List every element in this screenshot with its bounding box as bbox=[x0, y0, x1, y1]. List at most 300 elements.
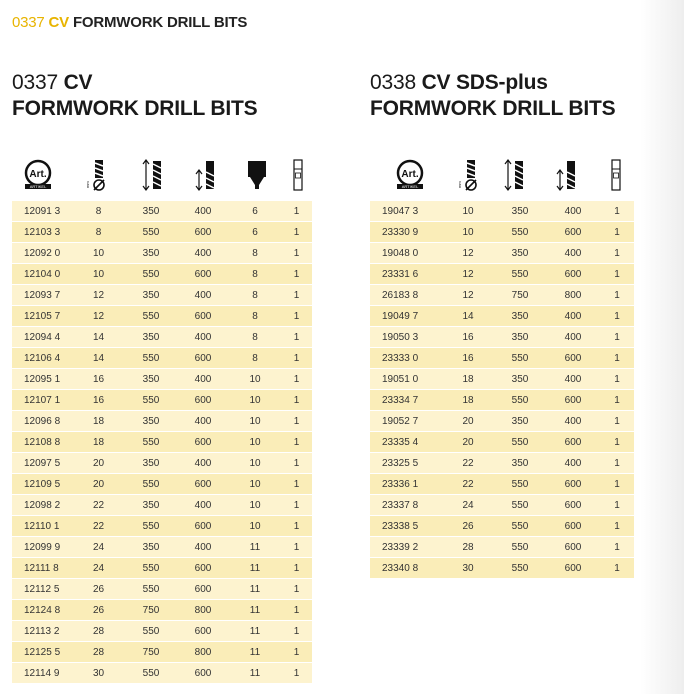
table-cell: 350 bbox=[125, 411, 177, 432]
table-row bbox=[370, 453, 634, 474]
table-cell: 8 bbox=[72, 201, 125, 222]
working-length-icon bbox=[548, 157, 588, 193]
article-number-cell: 12105 7 bbox=[12, 306, 72, 327]
article-number-cell: 12109 5 bbox=[12, 474, 72, 495]
table-row bbox=[12, 453, 312, 474]
article-number-cell: 12095 1 bbox=[12, 369, 72, 390]
article-number-cell: 23338 5 bbox=[370, 516, 442, 537]
table-cell: 1 bbox=[281, 327, 312, 348]
table-cell: 18 bbox=[72, 432, 125, 453]
table-cell: 750 bbox=[125, 600, 177, 621]
table-cell: 600 bbox=[546, 348, 600, 369]
table-row bbox=[370, 516, 634, 537]
article-number-cell: 26183 8 bbox=[370, 285, 442, 306]
table-cell: 600 bbox=[546, 495, 600, 516]
table-cell: 1 bbox=[600, 222, 634, 243]
article-number-cell: 19050 3 bbox=[370, 327, 442, 348]
table-cell: 1 bbox=[600, 453, 634, 474]
header-cv: CV bbox=[48, 14, 69, 31]
table-cell: 1 bbox=[600, 264, 634, 285]
table-row bbox=[370, 327, 634, 348]
table-cell: 1 bbox=[281, 390, 312, 411]
table-row bbox=[12, 516, 312, 537]
section-cv: CV SDS-plus bbox=[421, 71, 548, 94]
table-row bbox=[12, 663, 312, 684]
table-cell: 400 bbox=[177, 537, 229, 558]
table-cell: 10 bbox=[229, 453, 281, 474]
icon-row-left bbox=[12, 157, 312, 193]
table-cell: 1 bbox=[600, 411, 634, 432]
table-cell: 22 bbox=[442, 474, 494, 495]
table-cell: 10 bbox=[229, 432, 281, 453]
article-number-cell: 19047 3 bbox=[370, 201, 442, 222]
table-cell: 600 bbox=[546, 537, 600, 558]
table-cell: 400 bbox=[546, 411, 600, 432]
table-cell: 600 bbox=[177, 222, 229, 243]
table-cell: 11 bbox=[229, 642, 281, 663]
article-number-icon bbox=[18, 157, 58, 193]
table-cell: 400 bbox=[177, 201, 229, 222]
table-row bbox=[370, 495, 634, 516]
table-cell: 1 bbox=[600, 369, 634, 390]
product-table-0337 bbox=[12, 201, 312, 684]
table-cell: 350 bbox=[125, 201, 177, 222]
table-cell: 26 bbox=[442, 516, 494, 537]
table-row bbox=[12, 621, 312, 642]
table-cell: 550 bbox=[125, 579, 177, 600]
table-row bbox=[12, 285, 312, 306]
table-cell: 11 bbox=[229, 600, 281, 621]
article-number-cell: 19048 0 bbox=[370, 243, 442, 264]
table-cell: 550 bbox=[494, 558, 546, 579]
table-cell: 12 bbox=[442, 264, 494, 285]
article-number-cell: 23336 1 bbox=[370, 474, 442, 495]
table-cell: 400 bbox=[177, 327, 229, 348]
table-cell: 1 bbox=[600, 516, 634, 537]
table-cell: 1 bbox=[281, 474, 312, 495]
article-number-cell: 23334 7 bbox=[370, 390, 442, 411]
table-row bbox=[370, 285, 634, 306]
table-row bbox=[12, 558, 312, 579]
article-number-cell: 23337 8 bbox=[370, 495, 442, 516]
product-table-0338 bbox=[370, 201, 634, 579]
table-cell: 1 bbox=[281, 201, 312, 222]
table-cell: 8 bbox=[229, 306, 281, 327]
table-row bbox=[12, 411, 312, 432]
table-cell: 750 bbox=[494, 285, 546, 306]
table-cell: 550 bbox=[494, 390, 546, 411]
table-row bbox=[12, 537, 312, 558]
article-number-cell: 23330 9 bbox=[370, 222, 442, 243]
table-cell: 550 bbox=[125, 663, 177, 684]
table-cell: 1 bbox=[281, 663, 312, 684]
table-row bbox=[370, 411, 634, 432]
table-row bbox=[12, 348, 312, 369]
table-cell: 28 bbox=[72, 642, 125, 663]
table-cell: 26 bbox=[72, 600, 125, 621]
header-text: FORMWORK DRILL BITS bbox=[72, 14, 248, 31]
table-row bbox=[12, 600, 312, 621]
table-cell: 12 bbox=[72, 285, 125, 306]
total-length-icon bbox=[134, 157, 174, 193]
table-cell: 11 bbox=[229, 558, 281, 579]
table-cell: 400 bbox=[546, 369, 600, 390]
article-number-cell: 23335 4 bbox=[370, 432, 442, 453]
table-cell: 600 bbox=[177, 390, 229, 411]
table-cell: 1 bbox=[600, 558, 634, 579]
table-cell: 550 bbox=[494, 222, 546, 243]
table-cell: 16 bbox=[72, 390, 125, 411]
svg-text:ARTIKEL: ARTIKEL bbox=[29, 184, 47, 189]
table-cell: 600 bbox=[177, 432, 229, 453]
table-row bbox=[12, 243, 312, 264]
table-cell: 800 bbox=[177, 600, 229, 621]
drill-diameter-icon bbox=[78, 157, 118, 193]
table-cell: 550 bbox=[125, 474, 177, 495]
table-cell: 1 bbox=[600, 348, 634, 369]
table-cell: 350 bbox=[494, 411, 546, 432]
table-cell: 10 bbox=[442, 201, 494, 222]
table-cell: 400 bbox=[177, 243, 229, 264]
pack-quantity-icon bbox=[278, 157, 318, 193]
table-cell: 350 bbox=[494, 453, 546, 474]
table-cell: 12 bbox=[442, 285, 494, 306]
table-cell: 28 bbox=[442, 537, 494, 558]
svg-text:ARTIKEL: ARTIKEL bbox=[401, 184, 419, 189]
table-cell: 1 bbox=[600, 432, 634, 453]
table-cell: 1 bbox=[281, 621, 312, 642]
table-cell: 10 bbox=[229, 516, 281, 537]
pack-quantity-icon bbox=[596, 157, 636, 193]
table-cell: 350 bbox=[494, 306, 546, 327]
table-cell: 350 bbox=[125, 243, 177, 264]
article-number-cell: 12113 2 bbox=[12, 621, 72, 642]
table-cell: 400 bbox=[177, 369, 229, 390]
table-cell: 18 bbox=[442, 369, 494, 390]
table-cell: 750 bbox=[125, 642, 177, 663]
table-cell: 350 bbox=[125, 453, 177, 474]
table-cell: 600 bbox=[177, 348, 229, 369]
table-cell: 11 bbox=[229, 621, 281, 642]
article-number-cell: 12091 3 bbox=[12, 201, 72, 222]
article-number-cell: 23340 8 bbox=[370, 558, 442, 579]
table-cell: 12 bbox=[442, 243, 494, 264]
table-row bbox=[12, 579, 312, 600]
shank-size-icon bbox=[237, 157, 277, 193]
table-cell: 1 bbox=[600, 243, 634, 264]
table-row bbox=[370, 474, 634, 495]
table-cell: 1 bbox=[281, 264, 312, 285]
table-cell: 8 bbox=[229, 327, 281, 348]
table-cell: 600 bbox=[546, 390, 600, 411]
table-cell: 1 bbox=[281, 453, 312, 474]
table-cell: 400 bbox=[177, 411, 229, 432]
table-cell: 20 bbox=[72, 474, 125, 495]
table-row bbox=[370, 369, 634, 390]
table-cell: 400 bbox=[177, 453, 229, 474]
table-row bbox=[370, 264, 634, 285]
table-cell: 350 bbox=[125, 327, 177, 348]
article-number-cell: 12099 9 bbox=[12, 537, 72, 558]
article-number-cell: 12111 8 bbox=[12, 558, 72, 579]
table-cell: 1 bbox=[281, 642, 312, 663]
table-cell: 550 bbox=[125, 621, 177, 642]
article-number-cell: 23325 5 bbox=[370, 453, 442, 474]
table-cell: 24 bbox=[72, 537, 125, 558]
table-cell: 30 bbox=[72, 663, 125, 684]
table-cell: 10 bbox=[442, 222, 494, 243]
header-number: 0337 bbox=[12, 14, 45, 31]
article-number-cell: 12107 1 bbox=[12, 390, 72, 411]
table-cell: 1 bbox=[600, 285, 634, 306]
table-cell: 600 bbox=[546, 474, 600, 495]
article-number-cell: 12106 4 bbox=[12, 348, 72, 369]
table-cell: 350 bbox=[125, 495, 177, 516]
table-cell: 350 bbox=[494, 369, 546, 390]
article-number-cell: 12097 5 bbox=[12, 453, 72, 474]
svg-text:Art.: Art. bbox=[29, 169, 47, 180]
table-cell: 28 bbox=[72, 621, 125, 642]
table-cell: 14 bbox=[442, 306, 494, 327]
article-number-cell: 23333 0 bbox=[370, 348, 442, 369]
table-cell: 1 bbox=[281, 369, 312, 390]
table-cell: 8 bbox=[72, 222, 125, 243]
table-cell: 550 bbox=[125, 222, 177, 243]
table-cell: 800 bbox=[177, 642, 229, 663]
table-cell: 1 bbox=[600, 327, 634, 348]
table-cell: 550 bbox=[494, 516, 546, 537]
table-cell: 1 bbox=[600, 474, 634, 495]
article-number-cell: 12094 4 bbox=[12, 327, 72, 348]
table-row bbox=[12, 474, 312, 495]
table-cell: 8 bbox=[229, 264, 281, 285]
drill-diameter-icon bbox=[450, 157, 490, 193]
table-cell: 14 bbox=[72, 348, 125, 369]
article-number-cell: 12110 1 bbox=[12, 516, 72, 537]
table-cell: 550 bbox=[125, 390, 177, 411]
article-number-cell: 12124 8 bbox=[12, 600, 72, 621]
article-number-cell: 12093 7 bbox=[12, 285, 72, 306]
table-cell: 550 bbox=[494, 348, 546, 369]
table-cell: 400 bbox=[177, 285, 229, 306]
table-cell: 22 bbox=[72, 516, 125, 537]
table-cell: 8 bbox=[229, 348, 281, 369]
article-number-icon bbox=[390, 157, 430, 193]
table-row bbox=[370, 348, 634, 369]
table-cell: 350 bbox=[125, 285, 177, 306]
table-cell: 1 bbox=[600, 390, 634, 411]
table-cell: 11 bbox=[229, 663, 281, 684]
table-cell: 14 bbox=[72, 327, 125, 348]
table-cell: 350 bbox=[494, 327, 546, 348]
table-cell: 22 bbox=[72, 495, 125, 516]
table-cell: 550 bbox=[494, 495, 546, 516]
table-row bbox=[12, 327, 312, 348]
table-row bbox=[370, 537, 634, 558]
table-cell: 550 bbox=[494, 264, 546, 285]
table-cell: 550 bbox=[125, 348, 177, 369]
table-cell: 10 bbox=[229, 474, 281, 495]
table-cell: 6 bbox=[229, 222, 281, 243]
table-cell: 600 bbox=[546, 432, 600, 453]
table-cell: 11 bbox=[229, 537, 281, 558]
table-cell: 1 bbox=[281, 495, 312, 516]
table-cell: 1 bbox=[600, 201, 634, 222]
table-cell: 600 bbox=[177, 663, 229, 684]
table-cell: 10 bbox=[229, 390, 281, 411]
table-cell: 550 bbox=[125, 432, 177, 453]
article-number-cell: 19052 7 bbox=[370, 411, 442, 432]
table-cell: 1 bbox=[281, 558, 312, 579]
table-cell: 10 bbox=[229, 495, 281, 516]
table-cell: 1 bbox=[281, 432, 312, 453]
table-cell: 550 bbox=[125, 516, 177, 537]
table-cell: 1 bbox=[281, 348, 312, 369]
table-row bbox=[12, 264, 312, 285]
article-number-cell: 23339 2 bbox=[370, 537, 442, 558]
table-row bbox=[12, 432, 312, 453]
table-cell: 10 bbox=[229, 369, 281, 390]
table-row bbox=[12, 369, 312, 390]
article-number-cell: 12104 0 bbox=[12, 264, 72, 285]
table-cell: 1 bbox=[281, 516, 312, 537]
table-cell: 550 bbox=[125, 558, 177, 579]
svg-text:mm: mm bbox=[85, 181, 90, 188]
table-row bbox=[370, 222, 634, 243]
table-cell: 8 bbox=[229, 285, 281, 306]
table-cell: 400 bbox=[177, 495, 229, 516]
icon-row-right bbox=[370, 157, 634, 193]
section-code: 0338 bbox=[370, 71, 416, 94]
table-cell: 1 bbox=[281, 222, 312, 243]
table-cell: 1 bbox=[281, 306, 312, 327]
table-cell: 20 bbox=[72, 453, 125, 474]
table-cell: 1 bbox=[600, 537, 634, 558]
table-row bbox=[370, 432, 634, 453]
table-cell: 600 bbox=[177, 264, 229, 285]
table-cell: 24 bbox=[72, 558, 125, 579]
table-cell: 16 bbox=[442, 327, 494, 348]
table-cell: 400 bbox=[546, 327, 600, 348]
section-name: FORMWORK DRILL BITS bbox=[370, 97, 616, 120]
table-cell: 800 bbox=[546, 285, 600, 306]
table-cell: 600 bbox=[177, 558, 229, 579]
page-header bbox=[12, 14, 247, 31]
table-cell: 400 bbox=[546, 243, 600, 264]
table-cell: 11 bbox=[229, 579, 281, 600]
table-cell: 350 bbox=[494, 243, 546, 264]
table-row bbox=[12, 390, 312, 411]
table-cell: 1 bbox=[281, 411, 312, 432]
table-cell: 1 bbox=[281, 243, 312, 264]
article-number-cell: 12092 0 bbox=[12, 243, 72, 264]
table-cell: 600 bbox=[177, 621, 229, 642]
svg-text:mm: mm bbox=[457, 181, 462, 188]
table-cell: 400 bbox=[546, 453, 600, 474]
table-cell: 400 bbox=[546, 201, 600, 222]
article-number-cell: 12103 3 bbox=[12, 222, 72, 243]
table-row bbox=[370, 558, 634, 579]
table-row bbox=[370, 306, 634, 327]
article-number-cell: 23331 6 bbox=[370, 264, 442, 285]
section-code: 0337 bbox=[12, 71, 58, 94]
table-cell: 1 bbox=[281, 537, 312, 558]
table-cell: 550 bbox=[494, 432, 546, 453]
table-cell: 1 bbox=[281, 285, 312, 306]
table-cell: 600 bbox=[546, 264, 600, 285]
table-row bbox=[370, 243, 634, 264]
table-cell: 20 bbox=[442, 432, 494, 453]
article-number-cell: 12108 8 bbox=[12, 432, 72, 453]
table-cell: 550 bbox=[494, 537, 546, 558]
article-number-cell: 12114 9 bbox=[12, 663, 72, 684]
table-cell: 6 bbox=[229, 201, 281, 222]
table-row bbox=[12, 642, 312, 663]
table-row bbox=[12, 222, 312, 243]
table-cell: 10 bbox=[72, 264, 125, 285]
section-title-0338 bbox=[370, 70, 615, 122]
table-row bbox=[370, 201, 634, 222]
table-cell: 10 bbox=[72, 243, 125, 264]
table-cell: 12 bbox=[72, 306, 125, 327]
table-cell: 600 bbox=[546, 222, 600, 243]
table-cell: 10 bbox=[229, 411, 281, 432]
table-cell: 1 bbox=[600, 495, 634, 516]
section-cv: CV bbox=[63, 71, 93, 94]
article-number-cell: 12096 8 bbox=[12, 411, 72, 432]
table-cell: 16 bbox=[72, 369, 125, 390]
table-row bbox=[12, 306, 312, 327]
section-name: FORMWORK DRILL BITS bbox=[12, 97, 258, 120]
table-cell: 18 bbox=[442, 390, 494, 411]
working-length-icon bbox=[187, 157, 227, 193]
table-cell: 600 bbox=[546, 516, 600, 537]
table-cell: 8 bbox=[229, 243, 281, 264]
table-cell: 350 bbox=[125, 537, 177, 558]
table-cell: 1 bbox=[600, 306, 634, 327]
table-cell: 550 bbox=[125, 306, 177, 327]
table-cell: 24 bbox=[442, 495, 494, 516]
table-cell: 550 bbox=[494, 474, 546, 495]
table-cell: 20 bbox=[442, 411, 494, 432]
table-cell: 600 bbox=[177, 516, 229, 537]
table-cell: 350 bbox=[494, 201, 546, 222]
table-cell: 22 bbox=[442, 453, 494, 474]
table-cell: 350 bbox=[125, 369, 177, 390]
article-number-cell: 12098 2 bbox=[12, 495, 72, 516]
table-cell: 30 bbox=[442, 558, 494, 579]
section-title-0337 bbox=[12, 70, 257, 122]
svg-text:Art.: Art. bbox=[401, 169, 419, 180]
article-number-cell: 12125 5 bbox=[12, 642, 72, 663]
table-row bbox=[370, 390, 634, 411]
table-cell: 26 bbox=[72, 579, 125, 600]
table-cell: 600 bbox=[177, 474, 229, 495]
table-cell: 600 bbox=[177, 579, 229, 600]
table-cell: 18 bbox=[72, 411, 125, 432]
table-cell: 600 bbox=[177, 306, 229, 327]
total-length-icon bbox=[496, 157, 536, 193]
table-cell: 16 bbox=[442, 348, 494, 369]
table-cell: 600 bbox=[546, 558, 600, 579]
table-cell: 1 bbox=[281, 600, 312, 621]
table-cell: 1 bbox=[281, 579, 312, 600]
table-row bbox=[12, 201, 312, 222]
table-cell: 400 bbox=[546, 306, 600, 327]
table-row bbox=[12, 495, 312, 516]
table-cell: 550 bbox=[125, 264, 177, 285]
article-number-cell: 19049 7 bbox=[370, 306, 442, 327]
